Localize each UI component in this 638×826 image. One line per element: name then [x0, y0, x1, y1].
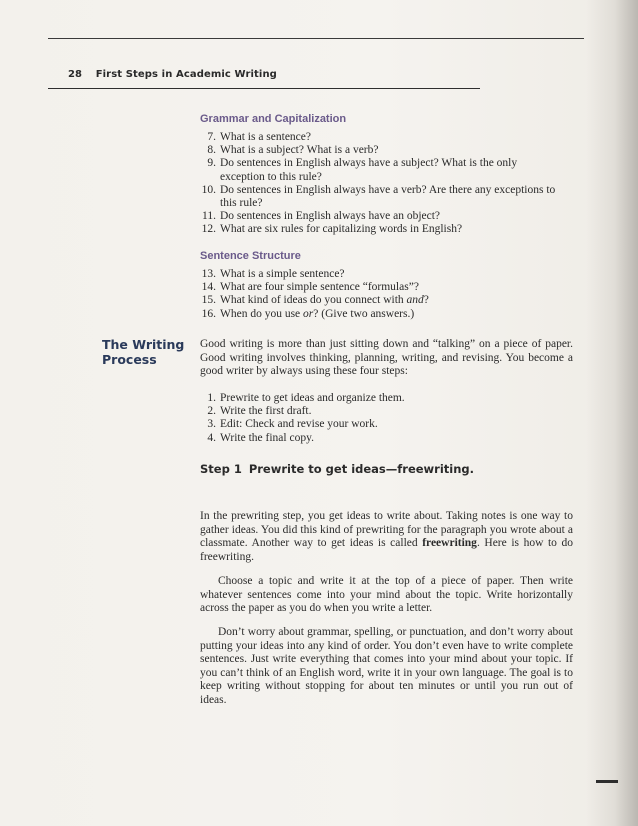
question-text: When do you use or? (Give two answers.) [220, 307, 415, 320]
step1-paragraph-1 [200, 510, 573, 564]
writing-steps-list [200, 392, 590, 445]
scan-corner-mark [596, 780, 618, 783]
running-head [68, 69, 277, 80]
question-number: 9. [207, 157, 216, 170]
page-number: 28 [68, 69, 83, 80]
question-item [200, 268, 590, 281]
step1-heading [200, 462, 474, 476]
step1-paragraph-3: Don’t worry about grammar, spelling, or punctuation, and don’t worry about putting your ideas into any kind of order. You don’t even have to write complete sentences. Just write everything that comes into your mind about your topic. If you can’t think of an English word, write it in your own language. The goal is to keep writing without stopping for about ten minutes or until you run out of ideas. [200, 626, 573, 706]
step-item [200, 432, 590, 445]
question-number: 16. [201, 307, 216, 320]
structure-heading: Sentence Structure [200, 250, 301, 262]
step1-paragraph-2: Choose a topic and write it at the top of a piece of paper. Then write whatever sentences come into your mind about the topic. Write horizontally across the paper as you do when you write a letter. [200, 575, 573, 615]
step-text: Write the first draft. [220, 405, 312, 418]
structure-question-list [200, 268, 590, 321]
side-heading-line: The Writing [102, 337, 185, 352]
grammar-question-list [200, 131, 590, 237]
question-text: What is a subject? What is a verb? [220, 144, 379, 157]
step-text: Edit: Check and revise your work. [220, 418, 378, 431]
question-number: 10. [201, 183, 216, 196]
page-gutter-shadow [586, 0, 638, 826]
step-number: 2. [207, 405, 216, 418]
step-item [200, 418, 590, 431]
question-text: What kind of ideas do you connect with and? [220, 294, 429, 307]
question-number: 14. [201, 281, 216, 294]
question-item [200, 131, 590, 144]
question-number: 13. [201, 268, 216, 280]
step1-label: Step 1 [200, 462, 242, 476]
header-rule [48, 88, 480, 89]
paragraph-text: . Here is how to do freewriting. [200, 537, 573, 563]
step-item [200, 392, 590, 405]
italic-conjunction: and [406, 294, 424, 307]
question-item [200, 184, 570, 210]
question-item [200, 308, 590, 321]
scan-top-border [48, 38, 584, 39]
question-number: 12. [201, 223, 216, 236]
question-item [200, 223, 590, 236]
question-number: 8. [207, 144, 216, 157]
step-number: 3. [207, 418, 216, 431]
book-title: First Steps in Academic Writing [95, 69, 277, 80]
writing-process-intro: Good writing is more than just sitting down and “talking” on a piece of paper. Good writing involves thinking, planning, writing, and revising. You become a good writer by always using these four steps: [200, 338, 573, 378]
freewriting-term: freewriting [422, 537, 477, 550]
question-item [200, 294, 590, 307]
step-text: Write the final copy. [220, 431, 314, 444]
grammar-heading: Grammar and Capitalization [200, 113, 347, 125]
question-item [200, 144, 590, 157]
step-number: 4. [207, 431, 216, 444]
step-text: Prewrite to get ideas and organize them. [220, 392, 405, 404]
question-item [200, 157, 552, 183]
italic-conjunction: or [303, 307, 314, 320]
question-text: Do sentences in English always have an object? [220, 210, 441, 223]
paragraph-text: In the prewriting step, you get ideas to write about. Taking notes is one way to gather ideas. You did this kind of prewriting for the paragraph you wrote about a classmate. Another way to get ideas is called [200, 510, 573, 550]
question-number: 7. [207, 131, 216, 143]
step1-title: Prewrite to get ideas—freewriting. [248, 462, 475, 476]
question-text: What is a sentence? [220, 131, 311, 143]
question-item [200, 281, 590, 294]
side-heading-line: Process [102, 352, 157, 367]
question-number: 15. [201, 294, 216, 307]
question-text: What are four simple sentence “formulas”? [220, 281, 419, 294]
step-item [200, 405, 590, 418]
question-text: What is a simple sentence? [220, 268, 345, 280]
question-text: Do sentences in English always have a verb? Are there any exceptions to this rule? [220, 183, 556, 210]
question-item [200, 210, 590, 223]
writing-process-side-heading [102, 337, 184, 367]
question-text: What are six rules for capitalizing words in English? [220, 223, 463, 236]
question-text: Do sentences in English always have a subject? What is the only exception to this rule? [220, 157, 518, 183]
question-number: 11. [202, 210, 216, 223]
step-number: 1. [207, 392, 216, 404]
